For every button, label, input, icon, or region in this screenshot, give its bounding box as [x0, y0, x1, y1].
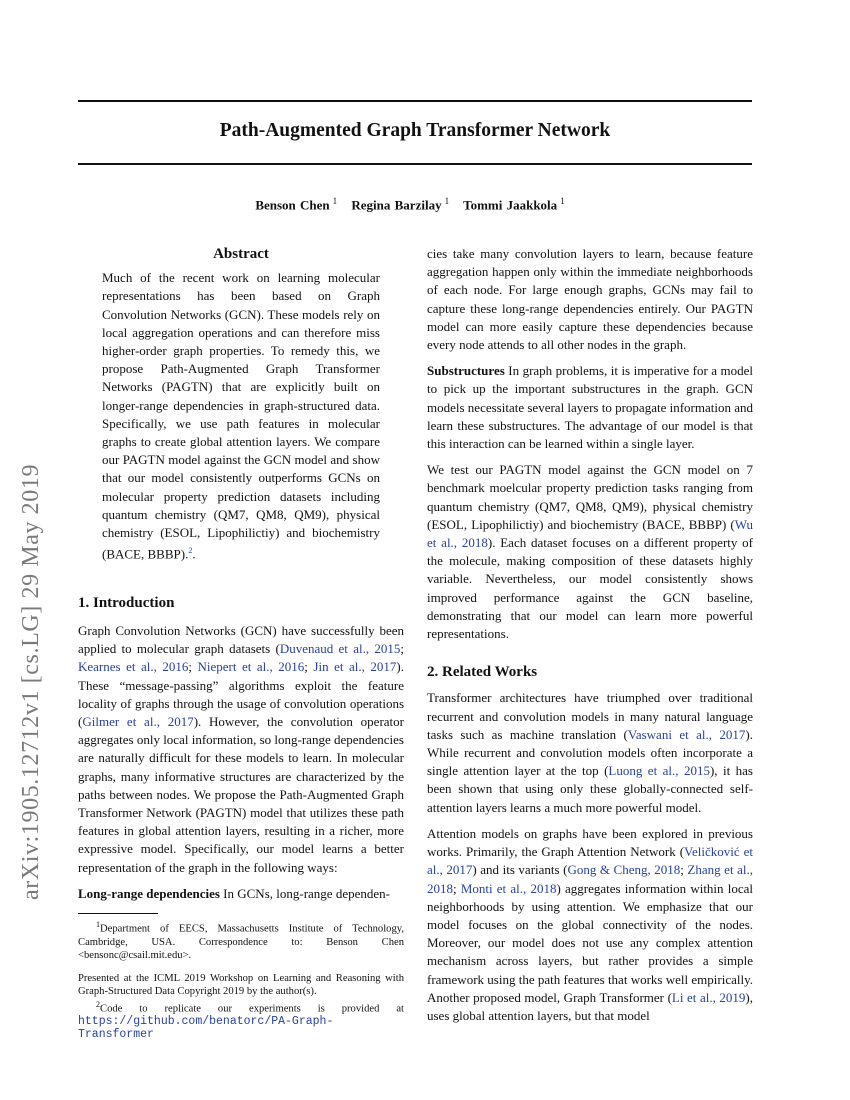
citation-link[interactable]: Duvenaud et al., 2015 [279, 641, 401, 657]
paper-title: Path-Augmented Graph Transformer Network [219, 120, 611, 141]
citation-link[interactable]: Gong & Cheng, 2018 [567, 862, 681, 878]
related-paragraph-2: Attention models on graphs have been explored in previous works. Primarily, the Graph Attention Network (Veličković et al., 2017) and its variants (Gong & Cheng, 2018; Zhang et al., 2018; Monti et al., 2018) aggregates information within local neighborhoods by using attention. We emphasize that our model focuses on the global connectivity of the nodes. Moreover, our model does not use any complex attention mechanism across layers, but rather provides a simple framework using the path features that works well empirically. Another proposed model, Graph Transformer (Li et al., 2019), uses global attention layers, but that model [427, 825, 753, 1023]
paragraph-text: Transformer architectures have triumphed over traditional recurrent and convolution models in many natural language tasks such as machine translation ( [427, 690, 753, 742]
author-name: Benson Chen [255, 197, 330, 213]
footnote-mark[interactable] [188, 546, 192, 555]
paragraph-text: We test our PAGTN model against the GCN model on 7 benchmark moelcular property prediction tasks ranging from quantum chemistry (QM7, QM8, QM9), physical chemistry (ESOL, Lipophilictiy) and biochemistry (BACE, BBBP) ( [427, 462, 753, 532]
intro-text: ). However, the convolution operator aggregates only local information, so long-range dependencies are naturally difficult for these models to learn. In molecular graphs, many informative structures are characterized by the paths between nodes. We propose the Path-Augmented Graph Transformer Network (PAGTN) model that utilizes these path features in global attention layers, resulting in a richer, more expressive model. Specifically, our model learns a better representation of the graph in the following ways: [78, 714, 404, 875]
citation-link[interactable]: Wu et al., 2018 [427, 516, 753, 551]
paragraph-text: ) aggregates information within local neighborhoods by using attention. We emphasize that our model focuses on the global connectivity of the nodes. Moreover, our model does not use any complex attention mechanism across layers, but rather provides a simple framework using the path features that works well empirically. Another proposed model, Graph Transformer ( [427, 880, 753, 1005]
substructures-paragraph [427, 362, 753, 453]
test-paragraph [427, 461, 753, 643]
right-column [427, 245, 753, 1025]
footnote-1 [78, 918, 404, 962]
author-name: Tommi Jaakkola [463, 197, 558, 213]
citation-link[interactable]: Gilmer et al., 2017 [82, 714, 194, 729]
arxiv-stamp: arXiv:1905.12712v1 [cs.LG] 29 May 2019 [18, 463, 44, 900]
citation-link[interactable]: Kearnes et al., 2016 [78, 659, 189, 675]
paragraph-text: In graph problems, it is imperative for a model to pick up the important substructures in the graph. GCN models necessitate several layers to propagate information and learn these substructures. The advantage of our model is that this interaction can be learned within a single layer. [427, 363, 754, 452]
citation-link[interactable]: Zhang et al., 2018 [427, 862, 753, 896]
citation-link[interactable]: Niepert et al., 2016 [197, 659, 305, 675]
author-name: Regina Barzilay [351, 197, 442, 213]
citation-link[interactable]: Veličković et al., 2017 [427, 844, 753, 878]
affiliation-mark: 1 [332, 196, 338, 206]
citation-link[interactable]: Li et al., 2019 [671, 989, 746, 1005]
section-heading-introduction: 1. Introduction [78, 594, 175, 611]
footnote-mark: 2 [96, 999, 100, 1009]
intro-paragraph: Graph Convolution Networks (GCN) have successfully been applied to molecular graph datasets (Duvenaud et al., 2015; Kearnes et al., 2016; Niepert et al., 2016; Jin et al., 2017). These “message-passing” algorithms exploit the feature locality of graphs through the usage of convolution operations (Gilmer et al., 2017). However, the convolution operator aggregates only local information, so long-range dependencies are naturally difficult for these models to learn. In molecular graphs, many informative structures are characterized by the paths between nodes. We propose the Path-Augmented Graph Transformer Network (PAGTN) model that utilizes these path features in global attention layers, resulting in a richer, more expressive model. Specifically, our model learns a better representation of the graph in the following ways: [78, 622, 404, 875]
intro-text: Graph Convolution Networks (GCN) have successfully been applied to molecular graph datasets ( [78, 622, 404, 657]
abstract-text: Much of the recent work on learning molecular representations has been based on Graph Convolution Networks (GCN). These models rely on local aggregation operations and can therefore miss higher-order graph properties. To remedy this, we propose Path-Augmented Graph Transformer Networks (PAGTN) that are explicitly built on longer-range dependencies in graph-structured data. Specifically, we use path features in molecular graphs to create global attention layers. We compare our PAGTN model against the GCN model and show that our model consistently outperforms GCNs on molecular property prediction datasets including quantum chemistry (QM7, QM8, QM9), physical chemistry (ESOL, Lipophilictiy) and biochemistry (BACE, BBBP).$^2$. [102, 270, 380, 562]
abstract-heading: Abstract [213, 246, 269, 262]
paragraph-text: ), it has been shown that using only these globally-connected self-attention layers learns a much more powerful model. [427, 763, 753, 815]
run-in-heading: Long-range dependencies [78, 885, 220, 901]
citation-link[interactable]: Monti et al., 2018 [460, 880, 557, 896]
left-column [78, 245, 404, 1041]
paragraph-text: Attention models on graphs have been explored in previous works. Primarily, the Graph Attention Network ( [427, 825, 753, 860]
paragraph-text: ). Each dataset focuses on a different property of the molecule, making composition of these datasets highly variable. Nevertheless, our model consistently shows improved performance against the GCN baseline, demonstrating that our model can learn more powerful representations. [427, 535, 754, 642]
run-in-heading: Substructures [427, 363, 505, 379]
footnote-text: Code to replicate our experiments is provided at [100, 1003, 404, 1015]
author-list [78, 196, 752, 213]
paragraph-text: ), uses global attention layers, but that model [427, 989, 753, 1023]
venue-note: Presented at the ICML 2019 Workshop on Learning and Reasoning with Graph-Structured Data Copyright 2019 by the author(s). [78, 972, 404, 997]
related-paragraph-1 [427, 689, 753, 816]
top-rule [78, 100, 752, 102]
long-range-continued: cies take many convolution layers to learn, because feature aggregation happen only within the immediate neighborhoods of each node. For large enough graphs, GCNs may fail to capture these long-range dependencies entirely. Our PAGTN model can more easily capture these dependencies because every node attends to all other nodes in the graph. [427, 246, 753, 353]
title-rule [78, 163, 752, 165]
footnote-2 [78, 998, 404, 1042]
footnote-link[interactable]: 2 [188, 546, 193, 556]
citation-link[interactable]: Jin et al., 2017 [313, 659, 397, 675]
footnote-rule [78, 913, 158, 914]
abstract-body: Much of the recent work on learning molecular representations has been based on Graph Convolution Networks (GCN). These models rely on local aggregation operations and can therefore miss higher-order graph properties. To remedy this, we propose Path-Augmented Graph Transformer Networks (PAGTN) that are explicitly built on longer-range dependencies in graph-structured data. Specifically, we use path features in molecular graphs to create global attention layers. We compare our PAGTN model against the GCN model and show that our model consistently outperforms GCNs on molecular property prediction datasets including quantum chemistry (QM7, QM8, QM9), physical chemistry (ESOL, Lipophilictiy) and biochemistry (BACE, BBBP). [102, 270, 380, 562]
citation-link[interactable]: Luong et al., 2015 [608, 763, 710, 779]
code-url-link[interactable]: https://github.com/benatorc/PA-Graph-Transformer [78, 1015, 334, 1042]
footnote-mark: 1 [96, 920, 100, 930]
affiliation-mark: 1 [560, 196, 565, 206]
paragraph-text: In GCNs, long-range dependen- [223, 885, 390, 901]
footnotes [78, 913, 404, 1041]
long-range-paragraph [78, 885, 404, 903]
paragraph-text: ) and its variants ( [472, 862, 568, 878]
paragraph-text: ). While recurrent and convolution models often incorporate a single attention layer at the top ( [427, 726, 753, 779]
intro-text: ). These “message-passing” algorithms exploit the feature locality of graphs through the usage of convolution operations ( [78, 659, 404, 729]
footnote-text: Department of EECS, Massachusetts Institute of Technology, Cambridge, USA. Correspondence to: Benson Chen <bensonc@csail.mit.edu>. [78, 923, 404, 961]
affiliation-mark: 1 [444, 196, 450, 206]
section-heading-related-works: 2. Related Works [427, 664, 538, 681]
citation-link[interactable]: Vaswani et al., 2017 [627, 726, 746, 742]
